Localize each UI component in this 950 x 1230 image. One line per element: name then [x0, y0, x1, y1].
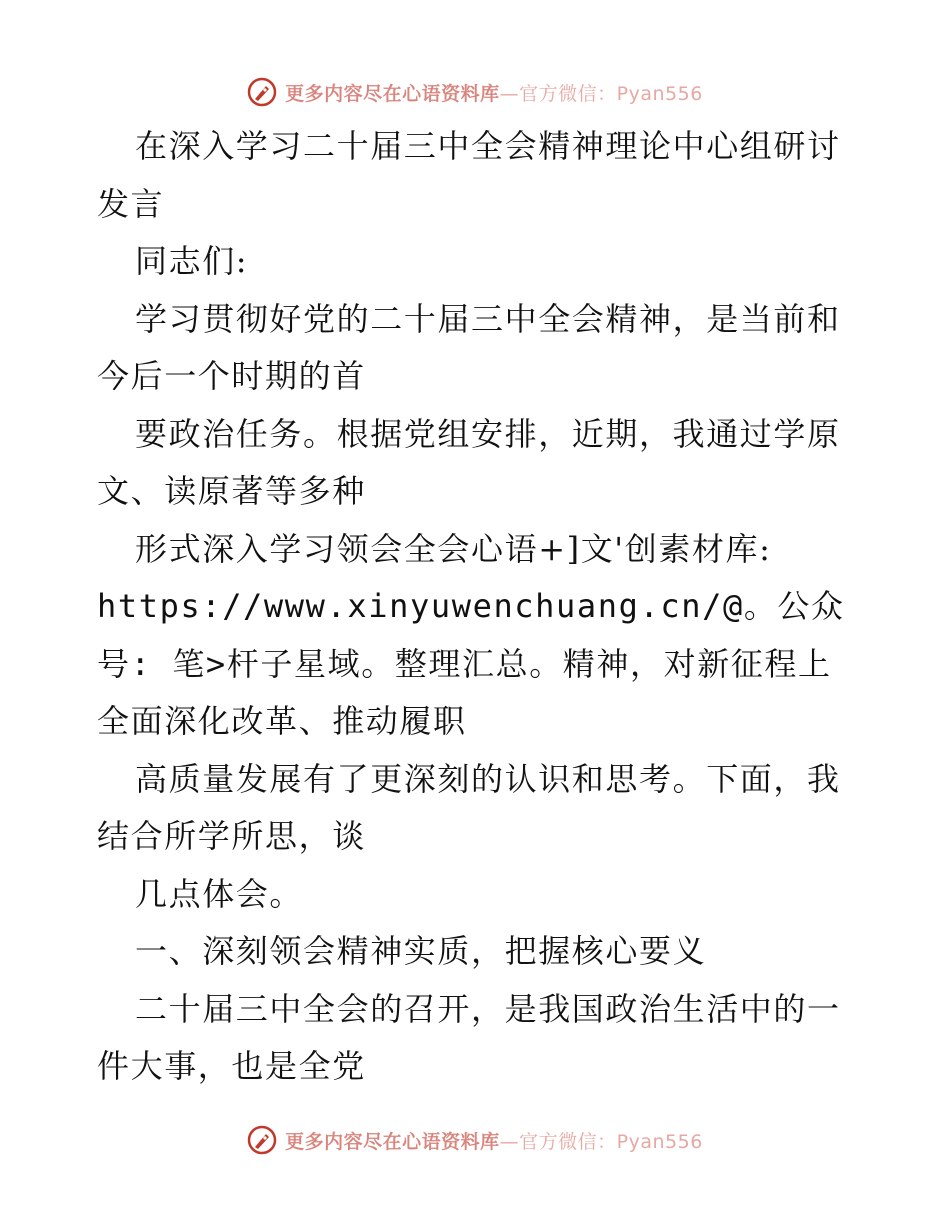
header-watermark [0, 72, 950, 112]
pen-nib-logo-icon [247, 77, 277, 107]
section-heading: 一、深刻领会精神实质，把握核心要义 [135, 932, 707, 970]
watermark-text: 更多内容尽在心语资料库—官方微信：Pyan556 [285, 1130, 703, 1153]
document-body [97, 118, 857, 1096]
pen-nib-logo-icon [247, 1125, 277, 1155]
paragraph-with-link: https://www.xinyuwenchuang.cn/@。公众号: 笔>杆子星域。整理汇总。精神，对新征程上全面深化改革、推动履职 [97, 587, 845, 740]
document-title: 在深入学习二十届三中全会精神理论中心组研讨发言 [97, 127, 841, 223]
paragraph: 同志们: [135, 242, 249, 280]
paragraph: 形式深入学习领会全会心语+]文'创素材库: [135, 529, 772, 568]
footer-watermark [0, 1120, 950, 1160]
paragraph: 几点体会。 [135, 874, 304, 913]
watermark-text: 更多内容尽在心语资料库—官方微信：Pyan556 [285, 82, 703, 105]
paragraph: 要政治任务。根据党组安排，近期，我通过学原文、读原著等多种 [97, 414, 841, 510]
paragraph: 学习贯彻好党的二十届三中全会精神，是当前和今后一个时期的首 [97, 299, 841, 395]
paragraph: 二十届三中全会的召开，是我国政治生活中的一件大事，也是全党 [97, 989, 841, 1085]
paragraph: 高质量发展有了更深刻的认识和思考。下面，我结合所学所思，谈 [97, 759, 841, 855]
